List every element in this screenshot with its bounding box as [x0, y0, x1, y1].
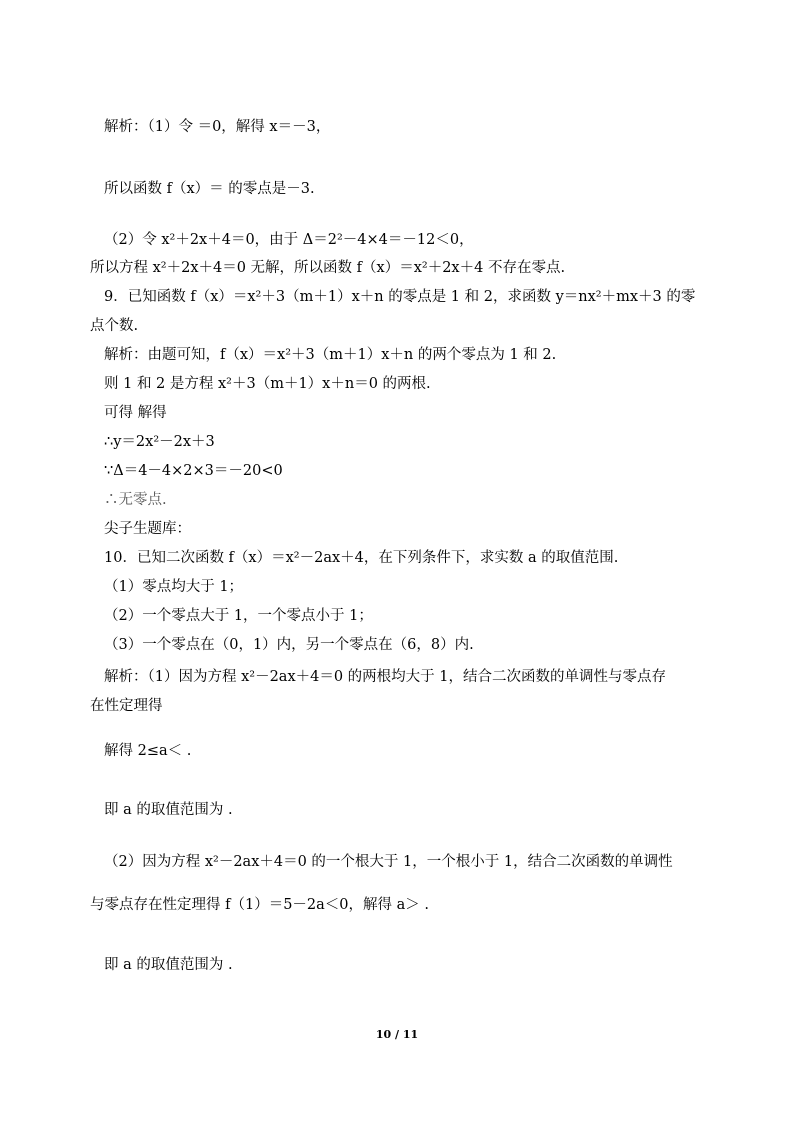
question-10-part-1: （1）零点均大于 1； [104, 579, 244, 595]
question-10-stem: 10．已知二次函数 f（x）＝x²－2ax＋4，在下列条件下，求实数 a 的取值范围. [104, 550, 619, 566]
question-10-part-3: （3）一个零点在（0，1）内，另一个零点在（6，8）内. [104, 637, 474, 653]
solution-10-line-3: 解得 2≤a＜ . [104, 743, 192, 759]
solution-10-line-6: 与零点存在性定理得 f（1）＝5－2a＜0，解得 a＞ . [90, 897, 429, 913]
solution-10-line-1: 解析：（1）因为方程 x²－2ax＋4＝0 的两根均大于 1，结合二次函数的单调性与零点存 [104, 669, 667, 685]
solution-10-line-4: 即 a 的取值范围为 . [104, 802, 233, 818]
solution-9-line-1: 解析：由题可知，f（x）＝x²＋3（m＋1）x＋n 的两个零点为 1 和 2. [104, 347, 557, 363]
solution-10-line-2: 在性定理得 [90, 698, 163, 714]
solution-line-4: 所以方程 x²＋2x＋4＝0 无解，所以函数 f（x）＝x²＋2x＋4 不存在零点. [90, 260, 566, 276]
section-heading: 尖子生题库： [104, 521, 191, 537]
solution-9-line-6: ∴无零点. [104, 492, 167, 508]
question-9-line-2: 点个数. [90, 318, 139, 334]
solution-10-line-7: 即 a 的取值范围为 . [104, 957, 233, 973]
solution-line-1: 解析：（1）令 ＝0，解得 x＝－3， [104, 119, 331, 135]
question-9-line-1: 9．已知函数 f（x）＝x²＋3（m＋1）x＋n 的零点是 1 和 2，求函数 y＝nx²＋mx＋3 的零 [104, 289, 696, 305]
solution-9-line-2: 则 1 和 2 是方程 x²＋3（m＋1）x＋n＝0 的两根. [104, 376, 431, 392]
solution-line-3: （2）令 x²＋2x＋4＝0，由于 Δ＝2²－4×4＝－12＜0， [104, 232, 474, 248]
solution-line-2: 所以函数 f（x）＝ 的零点是－3. [104, 181, 315, 197]
solution-9-line-3: 可得 解得 [104, 405, 167, 421]
page-number: 10 / 11 [375, 1028, 419, 1041]
solution-9-line-4: ∴y＝2x²－2x＋3 [104, 434, 215, 450]
question-10-part-2: （2）一个零点大于 1，一个零点小于 1； [104, 608, 373, 624]
solution-9-line-5: ∵Δ＝4－4×2×3＝－20<0 [104, 463, 283, 479]
solution-10-line-5: （2）因为方程 x²－2ax＋4＝0 的一个根大于 1，一个根小于 1，结合二次函数的单调性 [104, 854, 673, 870]
